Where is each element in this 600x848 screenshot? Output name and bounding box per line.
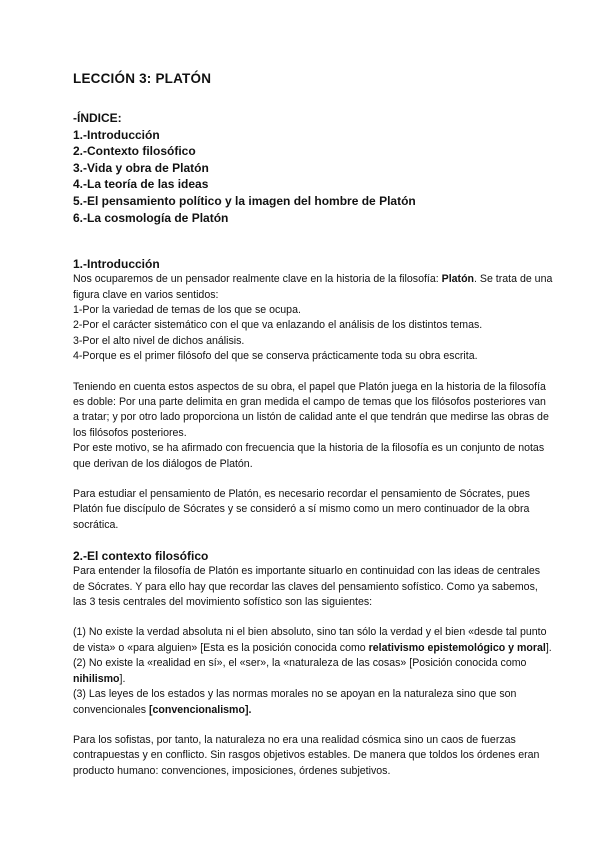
toc-item: 2.-Contexto filosófico bbox=[73, 144, 196, 159]
spacer bbox=[73, 718, 553, 733]
document-body bbox=[73, 70, 553, 779]
spacer bbox=[73, 472, 553, 487]
thesis-item bbox=[73, 687, 553, 718]
text-run: (2) No existe la «realidad en sí», el «ser», la «naturaleza de las cosas» [Posición conocida como bbox=[73, 657, 527, 670]
spacer bbox=[73, 533, 553, 548]
thesis-item bbox=[73, 656, 553, 687]
table-of-contents bbox=[73, 110, 553, 226]
toc-item: 5.-El pensamiento político y la imagen del hombre de Platón bbox=[73, 193, 416, 208]
section-heading: 2.-El contexto filosófico bbox=[73, 549, 209, 564]
toc-item: 3.-Vida y obra de Platón bbox=[73, 160, 209, 175]
spacer bbox=[73, 365, 553, 380]
toc-item: 6.-La cosmología de Platón bbox=[73, 210, 229, 225]
lesson-title: LECCIÓN 3: PLATÓN bbox=[73, 71, 212, 86]
text-run: (1) No existe la verdad absoluta ni el bien absoluto, sino tan sólo la verdad y el bien «desde tal punto de vista» o «para alguien» [Esta es la posición conocida como bbox=[73, 626, 547, 654]
paragraph bbox=[73, 272, 553, 303]
section-heading: 1.-Introducción bbox=[73, 257, 160, 272]
paragraph: Para los sofistas, por tanto, la naturaleza no era una realidad cósmica sino un caos de fuerzas contrapuestas y en conflicto. Sin rasgos objetivos estables. De manera que toldos los órdenes eran producto humano: convenciones, imposiciones, órdenes subjetivos. bbox=[73, 733, 540, 777]
text-run: Nos ocuparemos de un pensador realmente clave en la historia de la filosofía: bbox=[73, 273, 442, 286]
toc-item: 4.-La teoría de las ideas bbox=[73, 177, 209, 192]
spacer bbox=[73, 610, 553, 625]
list-item: 3-Por el alto nivel de dichos análisis. bbox=[73, 334, 245, 347]
toc-heading: -ÍNDICE: bbox=[73, 111, 122, 125]
list-item: 2-Por el carácter sistemático con el que va enlazando el análisis de los distintos temas. bbox=[73, 319, 483, 332]
paragraph: Por este motivo, se ha afirmado con frecuencia que la historia de la filosofía es un conjunto de notas que derivan de los diálogos de Platón. bbox=[73, 442, 545, 470]
text-run: . Se trata de una figura clave en varios sentidos: bbox=[73, 273, 553, 301]
section-contexto bbox=[73, 548, 553, 779]
list-item: 1-Por la variedad de temas de los que se ocupa. bbox=[73, 303, 301, 316]
section-introduccion bbox=[73, 256, 553, 548]
list-item: 4-Porque es el primer filósofo del que se conserva prácticamente toda su obra escrita. bbox=[73, 350, 478, 363]
bold-term: relativismo epistemológico y moral bbox=[368, 641, 546, 654]
paragraph: Teniendo en cuenta estos aspectos de su obra, el papel que Platón juega en la historia de la filosofía es doble: Por una parte delimita en gran medida el campo de temas que los filósofos posteriores van a tratar; y por otro lado proporciona un listón de calidad ante el que tendrán que medirse las obras de los filósofos posteriores. bbox=[73, 380, 549, 439]
bold-term: nihilismo bbox=[73, 672, 120, 685]
thesis-item bbox=[73, 625, 553, 656]
text-run: ]. bbox=[119, 672, 126, 685]
toc-item: 1.-Introducción bbox=[73, 127, 160, 142]
bold-term: Platón bbox=[441, 273, 475, 286]
text-run: (3) Las leyes de los estados y las normas morales no se apoyan en la naturaleza sino que son convencionales bbox=[73, 688, 517, 716]
text-run: ]. bbox=[545, 641, 552, 654]
bold-term: [convencionalismo]. bbox=[148, 703, 252, 716]
paragraph: Para estudiar el pensamiento de Platón, es necesario recordar el pensamiento de Sócrates, pues Platón fue discípulo de Sócrates y se consideró a sí mismo como un mero continuador de la obra socrática. bbox=[73, 488, 530, 531]
paragraph: Para entender la filosofía de Platón es importante situarlo en continuidad con las ideas de centrales de Sócrates. Y para ello hay que recordar las claves del pensamiento sofístico. Como ya sabemos, las 3 tesis centrales del movimiento sofístico son las siguientes: bbox=[73, 565, 541, 609]
